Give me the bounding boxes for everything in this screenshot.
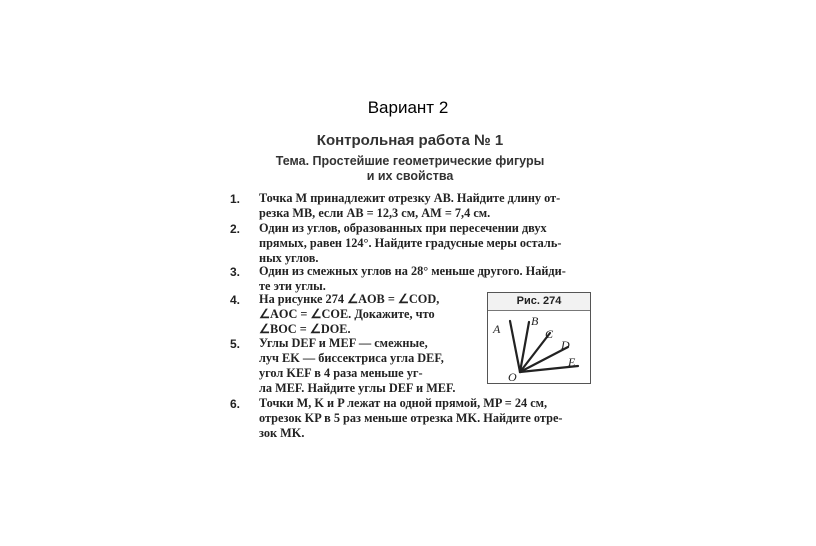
label-a: A [493, 322, 501, 336]
task-line: зок MK. [259, 426, 305, 440]
task-line: отрезок KP в 5 раз меньше отрезка MK. Найдите отре- [259, 411, 563, 425]
task-number: 1. [230, 192, 241, 206]
task-number: 6. [230, 397, 241, 411]
task-line: Точка M принадлежит отрезку AB. Найдите длину от- [259, 191, 561, 205]
theme-line-2: и их свойства [366, 169, 454, 183]
task-line: ∠BOC = ∠DOE. [259, 322, 351, 336]
label-o: O [508, 370, 517, 384]
task-text [259, 221, 561, 266]
task-number: 2. [230, 222, 241, 236]
task-text [259, 396, 563, 441]
task-line: те эти углы. [259, 279, 326, 293]
task-line: ∠AOC = ∠COE. Докажите, что [259, 307, 435, 321]
task-number: 4. [230, 293, 241, 307]
label-c: C [545, 327, 554, 341]
task-line: прямых, равен 124°. Найдите градусные меры осталь- [259, 236, 562, 250]
label-b: B [531, 314, 539, 328]
page-title: Контрольная работа № 1 [316, 132, 504, 149]
task-text [259, 191, 560, 221]
label-e: E [568, 355, 576, 369]
task-line: ных углов. [259, 251, 319, 265]
task-number: 5. [230, 337, 241, 351]
task-line: Точки M, K и P лежат на одной прямой, MP = 24 см, [259, 396, 548, 410]
task-text [259, 264, 566, 294]
variant-title: Вариант 2 [367, 98, 449, 117]
task-text [259, 336, 481, 396]
task-line: Один из углов, образованных при пересечении двух [259, 221, 547, 235]
task-line: Углы DEF и MEF — смежные, [259, 336, 428, 350]
label-d: D [561, 338, 570, 352]
task-text [259, 292, 481, 337]
task-line: Один из смежных углов на 28° меньше другого. Найди- [259, 264, 566, 278]
figure-274 [487, 292, 591, 384]
task-line: ла MEF. Найдите углы DEF и MEF. [259, 381, 456, 395]
theme-subtitle [230, 154, 590, 184]
task-line: резка MB, если AB = 12,3 см, AM = 7,4 см. [259, 206, 491, 220]
task-line: угол KEF в 4 раза меньше уг- [259, 366, 423, 380]
task-line: На рисунке 274 ∠AOB = ∠COD, [259, 292, 440, 306]
task-line: луч EK — биссектриса угла DEF, [259, 351, 444, 365]
figure-caption: Рис. 274 [488, 293, 590, 311]
task-number: 3. [230, 265, 241, 279]
theme-line-1: Тема. Простейшие геометрические фигуры [275, 154, 545, 168]
rays-diagram [488, 311, 590, 384]
ray-oa [510, 321, 520, 372]
